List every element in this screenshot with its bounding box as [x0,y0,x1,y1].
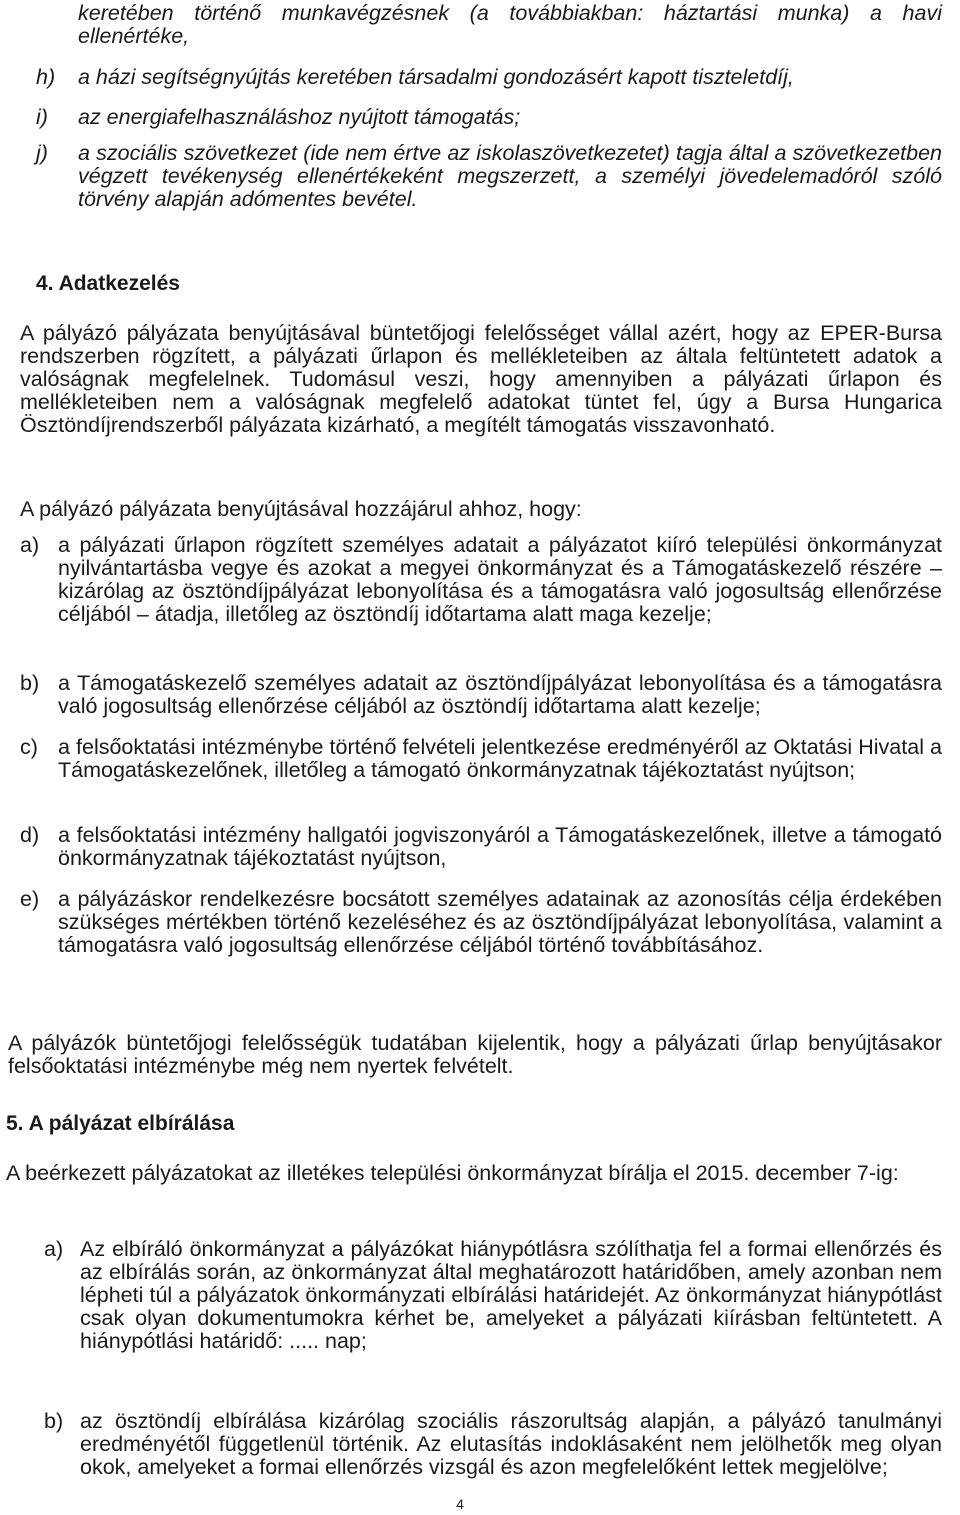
list-text: Az elbíráló önkormányzat a pályázókat hiánypótlásra szólíthatja fel a formai ellenőrzés és az elbírálás során, az önkormányzat által meghatározott határidőben, amely azonban nem lépheti túl a pályázatok önkormányzati elbírálási határidejét. Az önkormányzat hiánypótlást csak olyan dokumentumokra kérhet be, amelyeket a pályázati kiírásban feltüntetett. A hiánypótlási határidő: ..... nap; [80,1237,942,1353]
list-label: h) [36,65,56,89]
list-item-a [20,534,942,626]
section-heading-4: 4. Adatkezelés [36,272,180,295]
list-item-j [36,142,942,211]
list-label: d) [20,823,40,847]
list-item-h [36,66,942,89]
list-item-e [20,888,942,957]
list-text: a szociális szövetkezet (ide nem értve az iskolaszövetkezetet) tagja által a szövetkezetben végzett tevékenység ellenértékeként megszerzett, a személyi jövedelemadóról szóló törvény alapján adómentes bevétel. [78,141,942,211]
list-text: a pályázáskor rendelkezésre bocsátott személyes adatainak az azonosítás célja érdekében szükséges mértékben történő kezeléséhez és az ösztöndíjpályázat lebonyolítása, valamint a támogatásra való jogosultság ellenőrzése céljából történő továbbításához. [58,887,942,957]
list-label: c) [20,735,38,759]
page-number: 4 [456,1496,464,1512]
list-item-c [20,736,942,782]
list-text: a felsőoktatási intézménybe történő felvételi jelentkezése eredményéről az Oktatási Hivatal a Támogatáskezelőnek, illetőleg a támogató önkormányzatnak tájékoztatást nyújtson; [58,735,942,782]
section4-paragraph-2-intro: A pályázó pályázata benyújtásával hozzájárul ahhoz, hogy: [20,497,582,521]
section4-paragraph-3: A pályázók büntetőjogi felelősségük tudatában kijelentik, hogy a pályázati űrlap benyújtásakor felsőoktatási intézménybe még nem nyertek felvételt. [8,1031,942,1078]
intro-text: keretében történő munkavégzésnek (a továbbiakban: háztartási munka) a havi ellenértéke, [78,1,942,48]
list-text: a házi segítségnyújtás keretében társadalmi gondozásért kapott tiszteletdíj, [78,65,794,89]
list-label: a) [20,533,40,557]
list-label: i) [36,105,48,129]
section4-paragraph-1: A pályázó pályázata benyújtásával büntetőjogi felelősséget vállal azért, hogy az EPER-Bursa rendszerben rögzített, a pályázati űrlapon és mellékleteiben az általa feltüntetett adatok a valóságnak megfelelnek. Tudomásul veszi, hogy amennyiben a pályázati űrlapon és mellékleteiben nem a valóságnak megfelelő adatokat tüntet fel, úgy a Bursa Hungarica Ösztöndíjrendszerből pályázata kizárható, a megítélt támogatás visszavonható. [20,321,942,437]
list-label: b) [20,671,40,695]
list-item-i [36,106,942,129]
list-text: az ösztöndíj elbírálása kizárólag szociális rászorultság alapján, a pályázó tanulmányi eredményétől függetlenül történik. Az elutasítás indoklásaként nem jelölhetők meg olyan okok, amelyeket a formai ellenőrzés vizsgál és azon megfelelőként lettek megjelölve; [80,1409,942,1479]
list-text: az energiafelhasználáshoz nyújtott támogatás; [78,105,521,129]
section5-paragraph-1: A beérkezett pályázatokat az illetékes települési önkormányzat bírálja el 2015. december 7-ig: [6,1161,899,1185]
list-label: j) [36,141,48,165]
section5-item-b [44,1410,942,1479]
intro-continuation [78,2,942,48]
list-label: e) [20,887,40,911]
list-text: a Támogatáskezelő személyes adatait az ösztöndíjpályázat lebonyolítása és a támogatásra való jogosultság ellenőrzése céljából az ösztöndíj időtartama alatt kezelje; [58,671,942,718]
list-label: a) [44,1237,64,1261]
list-label: b) [44,1409,64,1433]
list-item-b [20,672,942,718]
list-item-d [20,824,942,870]
list-text: a felsőoktatási intézmény hallgatói jogviszonyáról a Támogatáskezelőnek, illetve a támogató önkormányzatnak tájékoztatást nyújtson, [58,823,942,870]
section5-item-a [44,1238,942,1353]
list-text: a pályázati űrlapon rögzített személyes adatait a pályázatot kiíró települési önkormányzat nyilvántartásba vegye és azokat a megyei önkormányzat és a Támogatáskezelő részére – kizárólag az ösztöndíjpályázat lebonyolítása és a támogatásra való jogosultság ellenőrzése céljából – átadja, illetőleg az ösztöndíj időtartama alatt maga kezelje; [58,533,942,626]
section-heading-5: 5. A pályázat elbírálása [6,1112,235,1135]
